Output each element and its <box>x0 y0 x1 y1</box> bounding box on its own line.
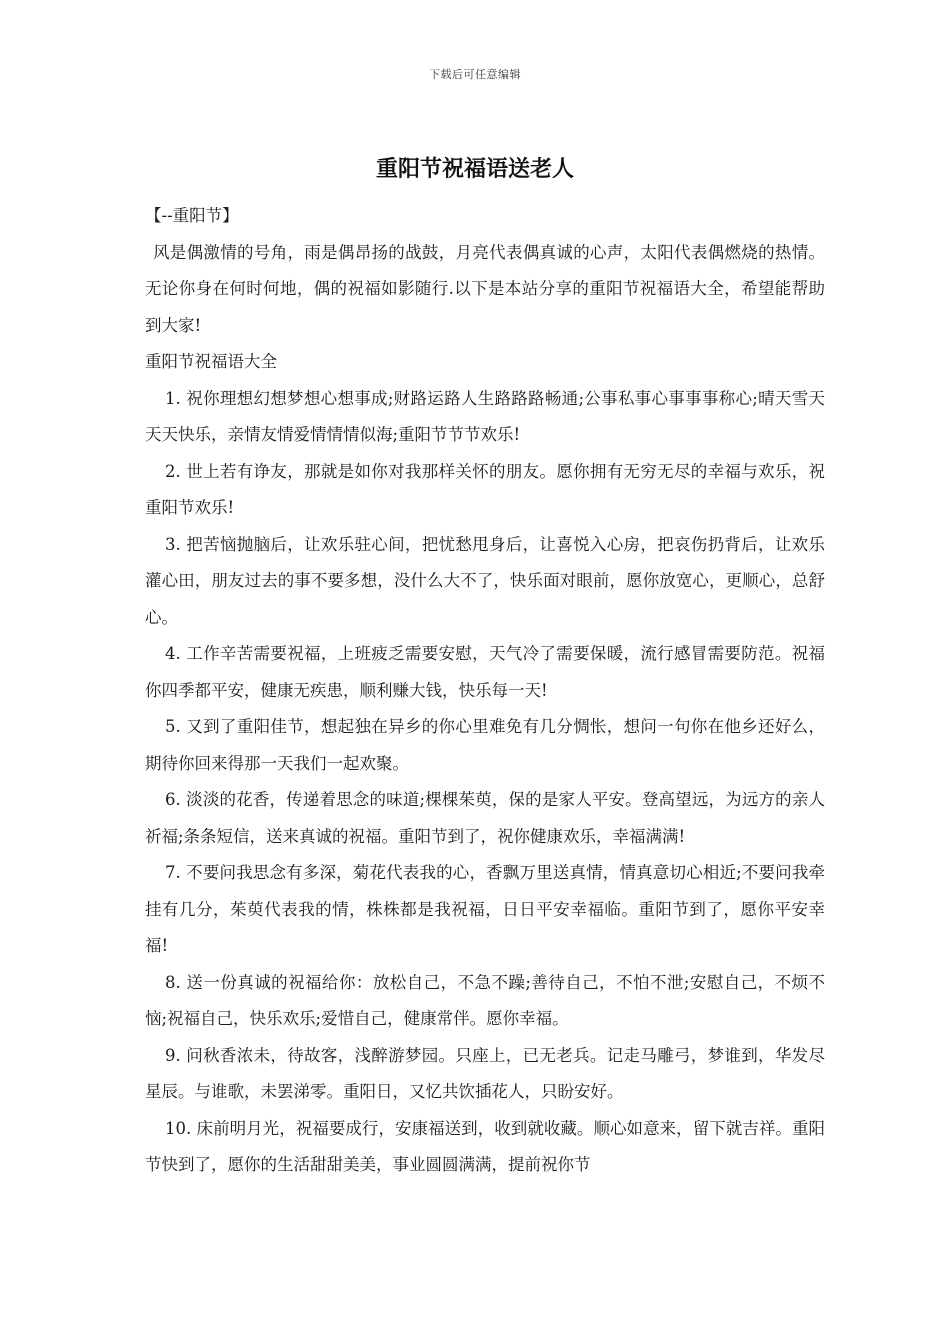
intro-paragraph: 风是偶激情的号角，雨是偶昂扬的战鼓，月亮代表偶真诚的心声，太阳代表偶燃烧的热情。无论你身在何时何地，偶的祝福如影随行.以下是本站分享的重阳节祝福语大全，希望能帮助到大家! <box>145 242 825 335</box>
list-item: 2. 世上若有诤友，那就是如你对我那样关怀的朋友。愿你拥有无穷无尽的幸福与欢乐，祝重阳节欢乐! <box>145 461 825 517</box>
header-note: 下载后可任意编辑 <box>429 68 521 81</box>
list-item: 1. 祝你理想幻想梦想心想事成;财路运路人生路路路畅通;公事私事心事事事称心;晴天雪天天天快乐，亲情友情爱情情情似海;重阳节节节欢乐! <box>145 388 825 444</box>
list-item: 10. 床前明月光，祝福要成行，安康福送到，收到就收藏。顺心如意来，留下就吉祥。重阳节快到了，愿你的生活甜甜美美，事业圆圆满满，提前祝你节 <box>145 1118 825 1174</box>
list-item: 5. 又到了重阳佳节，想起独在异乡的你心里难免有几分惆怅，想问一句你在他乡还好么，期待你回来得那一天我们一起欢聚。 <box>145 717 825 773</box>
list-item: 7. 不要问我思念有多深，菊花代表我的心，香飘万里送真情，情真意切心相近;不要问我牵挂有几分，茱萸代表我的情，株株都是我祝福，日日平安幸福临。重阳节到了，愿你平安幸福! <box>145 863 825 955</box>
list-item: 8. 送一份真诚的祝福给你：放松自己，不急不躁;善待自己，不怕不泄;安慰自己，不烦不恼;祝福自己，快乐欢乐;爱惜自己，健康常伴。愿你幸福。 <box>145 972 825 1028</box>
section-heading: 重阳节祝福语大全 <box>145 352 277 371</box>
list-item: 3. 把苦恼抛脑后，让欢乐驻心间，把忧愁甩身后，让喜悦入心房，把哀伤扔背后，让欢乐灌心田，朋友过去的事不要多想，没什么大不了，快乐面对眼前，愿你放宽心，更顺心，总舒心。 <box>145 534 825 627</box>
list-item: 9. 问秋香浓未，待故客，浅醉游梦园。只座上，已无老兵。记走马雕弓，梦谁到，华发尽星辰。与谁歌，未罢涕零。重阳日，又忆共饮插花人，只盼安好。 <box>145 1045 825 1101</box>
list-item: 4. 工作辛苦需要祝福，上班疲乏需要安慰，天气冷了需要保暖，流行感冒需要防范。祝福你四季都平安，健康无疾患，顺利赚大钱，快乐每一天! <box>145 644 825 700</box>
document-body <box>145 198 825 1184</box>
list-item: 6. 淡淡的花香，传递着思念的味道;棵棵茱萸，保的是家人平安。登高望远，为远方的亲人祈福;条条短信，送来真诚的祝福。重阳节到了，祝你健康欢乐，幸福满满! <box>145 790 825 846</box>
page-title: 重阳节祝福语送老人 <box>375 156 574 182</box>
category-tag: 【--重阳节】 <box>145 206 239 225</box>
